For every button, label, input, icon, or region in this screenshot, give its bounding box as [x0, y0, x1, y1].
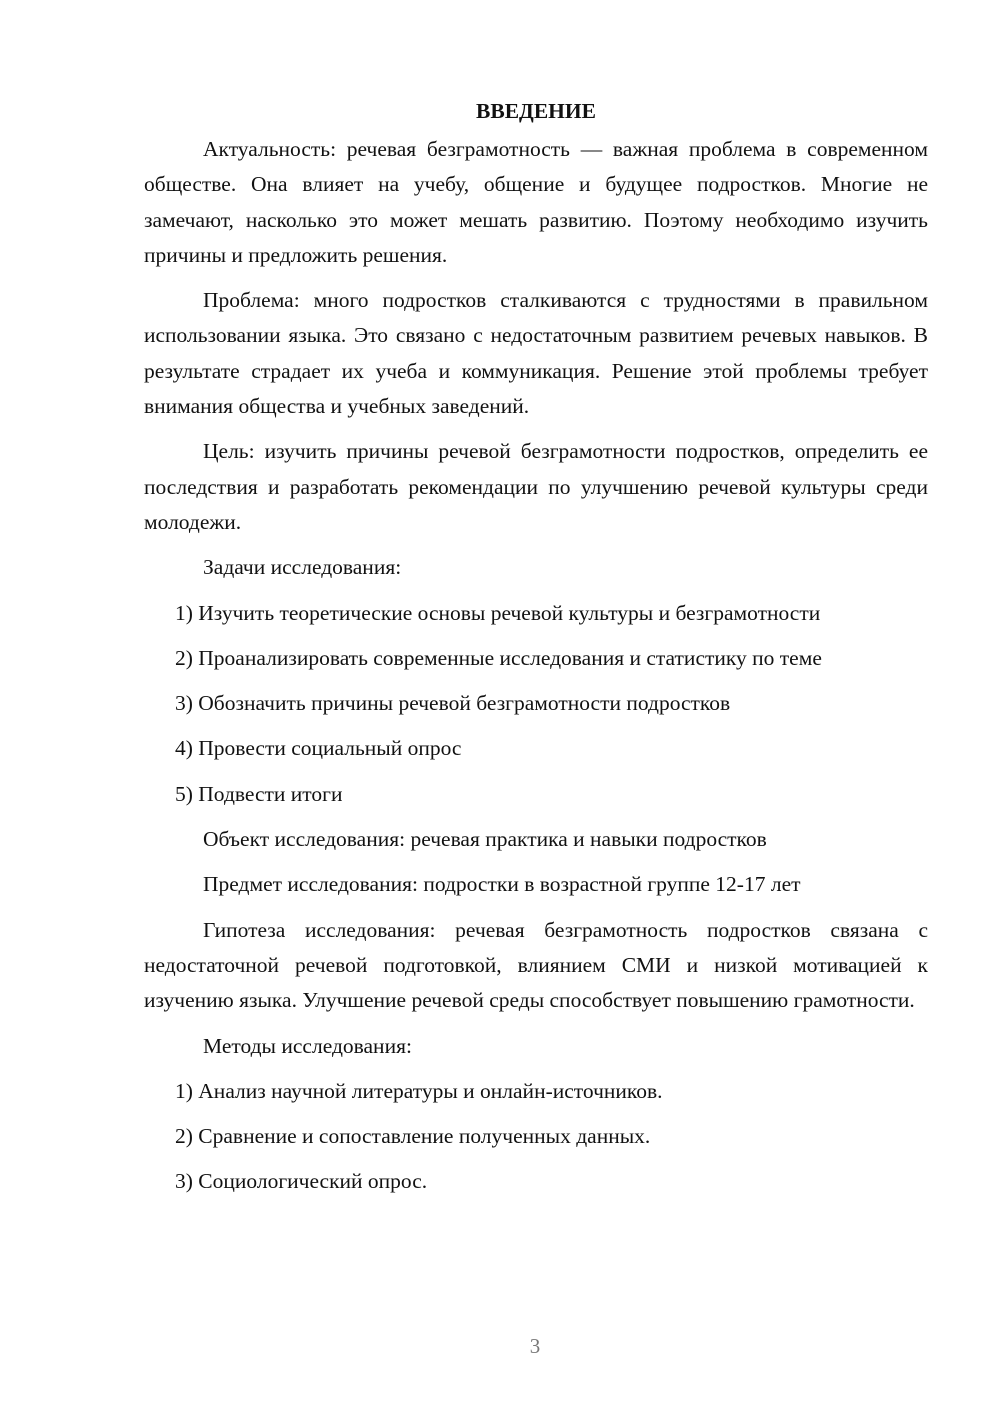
- research-subject: Предмет исследования: подростки в возрастной группе 12-17 лет: [203, 872, 801, 897]
- task-item-1: 1) Изучить теоретические основы речевой культуры и безграмотности: [175, 600, 821, 625]
- method-item-1: 1) Анализ научной литературы и онлайн-источников.: [175, 1078, 663, 1103]
- research-object: Объект исследования: речевая практика и навыки подростков: [203, 827, 767, 852]
- task-item-2: 2) Проанализировать современные исследования и статистику по теме: [175, 645, 822, 670]
- task-item-3: 3) Обозначить причины речевой безграмотности подростков: [175, 691, 731, 716]
- task-item-4: 4) Провести социальный опрос: [175, 736, 462, 761]
- section-title: ВВЕДЕНИЕ: [476, 99, 596, 123]
- problem-paragraph: Проблема: много подростков сталкиваются с трудностями в правильном использовании языка. Это связано с недостаточным развитием речевых навыков. В результате страдает их учеба и коммуникация. Решение этой проблемы требует внимания общества и учебных заведений.: [144, 288, 928, 419]
- goal-paragraph: Цель: изучить причины речевой безграмотности подростков, определить ее последствия и разработать рекомендации по улучшению речевой культуры среди молодежи.: [144, 439, 928, 534]
- methods-heading: Методы исследования:: [203, 1033, 412, 1058]
- hypothesis-paragraph: Гипотеза исследования: речевая безграмотность подростков связана с недостаточной речевой подготовкой, влиянием СМИ и низкой мотивацией к изучению языка. Улучшение речевой среды способствует повышению грамотности.: [144, 917, 928, 1013]
- relevance-paragraph: Актуальность: речевая безграмотность — важная проблема в современном обществе. Она влияет на учебу, общение и будущее подростков. Многие не замечают, насколько это может мешать развитию. Поэтому необходимо изучить причины и предложить решения.: [144, 137, 928, 267]
- task-item-5: 5) Подвести итоги: [175, 781, 343, 806]
- method-item-3: 3) Социологический опрос.: [175, 1169, 428, 1194]
- method-item-2: 2) Сравнение и сопоставление полученных данных.: [175, 1124, 651, 1149]
- page-number: 3: [529, 1334, 541, 1358]
- tasks-heading: Задачи исследования:: [203, 555, 402, 580]
- document-page: [144, 96, 928, 1210]
